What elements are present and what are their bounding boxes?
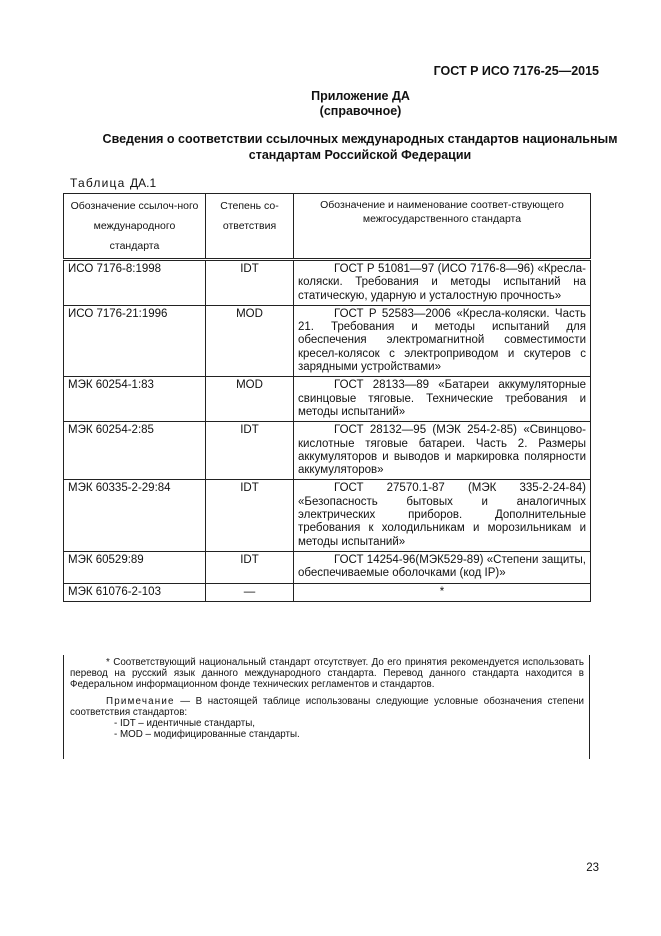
note-list-item: - MOD – модифицированные стандарты.: [114, 729, 300, 741]
row-standard: ГОСТ 27570.1-87 (МЭК 335-2-24-84) «Безопасность бытовых и аналогичных электрических приборов. Дополнительные требования к холодильникам и морозильникам и методы испытаний»: [294, 480, 591, 551]
row-degree: IDT: [206, 551, 294, 583]
table-notes: [63, 655, 590, 759]
row-designation: МЭК 60335-2-29:84: [64, 480, 206, 551]
note-label: Примечание: [106, 695, 175, 707]
note: [70, 696, 584, 718]
header-designation: Обозначение ссылоч-ного международного стандарта: [64, 194, 206, 260]
table-row: [64, 260, 591, 306]
row-standard: ГОСТ Р 51081—97 (ИСО 7176-8—96) «Кресла-коляски. Требования и методы испытаний на статическую, ударную и усталостную прочность»: [294, 260, 591, 306]
table-caption-number: ДА.1: [130, 176, 157, 190]
page-number: 23: [586, 862, 599, 874]
row-designation: МЭК 60254-2:85: [64, 422, 206, 480]
row-designation: ИСО 7176-21:1996: [64, 305, 206, 376]
table-caption-word: Таблица: [70, 176, 126, 190]
row-degree: MOD: [206, 305, 294, 376]
row-degree: IDT: [206, 260, 294, 306]
table-row: [64, 583, 591, 601]
row-standard: *: [294, 583, 591, 601]
table-row: [64, 377, 591, 422]
document-number: ГОСТ Р ИСО 7176-25—2015: [433, 64, 599, 78]
row-degree: —: [206, 583, 294, 601]
table-row: [64, 305, 591, 376]
table-row: [64, 551, 591, 583]
row-standard: ГОСТ 14254-96(МЭК529-89) «Степени защиты, обеспечиваемые оболочками (код IP)»: [294, 551, 591, 583]
row-degree: IDT: [206, 422, 294, 480]
table-row: [64, 480, 591, 551]
correspondence-table: [63, 193, 591, 602]
row-degree: IDT: [206, 480, 294, 551]
appendix-title: Приложение ДА: [311, 89, 410, 103]
row-designation: МЭК 60529:89: [64, 551, 206, 583]
row-standard: ГОСТ Р 52583—2006 «Кресла-коляски. Часть 21. Требования и методы испытаний для обеспечения электромагнитной совместимости кресел-колясок с электроприводом и скутеров с зарядными устройствами»: [294, 305, 591, 376]
row-designation: МЭК 61076-2-103: [64, 583, 206, 601]
row-standard: ГОСТ 28132—95 (МЭК 254-2-85) «Свинцово-кислотные тяговые батареи. Часть 2. Размеры аккумуляторов и выводов и маркировка полярности аккумуляторов»: [294, 422, 591, 480]
note-list-item: - IDT – идентичные стандарты,: [114, 718, 255, 730]
table-caption: [70, 176, 156, 190]
appendix-subtitle: (справочное): [319, 104, 402, 118]
section-title: Сведения о соответствии ссылочных международных стандартов национальным стандартам Российской Федерации: [102, 132, 618, 162]
note-text: — В настоящей таблице использованы следующие условные обозначения степени соответствия стандартов:: [70, 695, 584, 718]
row-designation: МЭК 60254-1:83: [64, 377, 206, 422]
row-degree: MOD: [206, 377, 294, 422]
footnote: * Соответствующий национальный стандарт отсутствует. До его принятия рекомендуется использовать перевод на русский язык данного международного стандарта. Перевод данного стандарта находится в Федеральном информационном фонде технических регламентов и стандартов.: [70, 657, 584, 691]
header-national-standard: Обозначение и наименование соответ-ствующего межгосударственного стандарта: [294, 194, 591, 260]
header-degree: Степень со-ответствия: [206, 194, 294, 260]
row-standard: ГОСТ 28133—89 «Батареи аккумуляторные свинцовые тяговые. Технические требования и методы испытаний»: [294, 377, 591, 422]
table-header-row: [64, 194, 591, 260]
table-row: [64, 422, 591, 480]
row-designation: ИСО 7176-8:1998: [64, 260, 206, 306]
